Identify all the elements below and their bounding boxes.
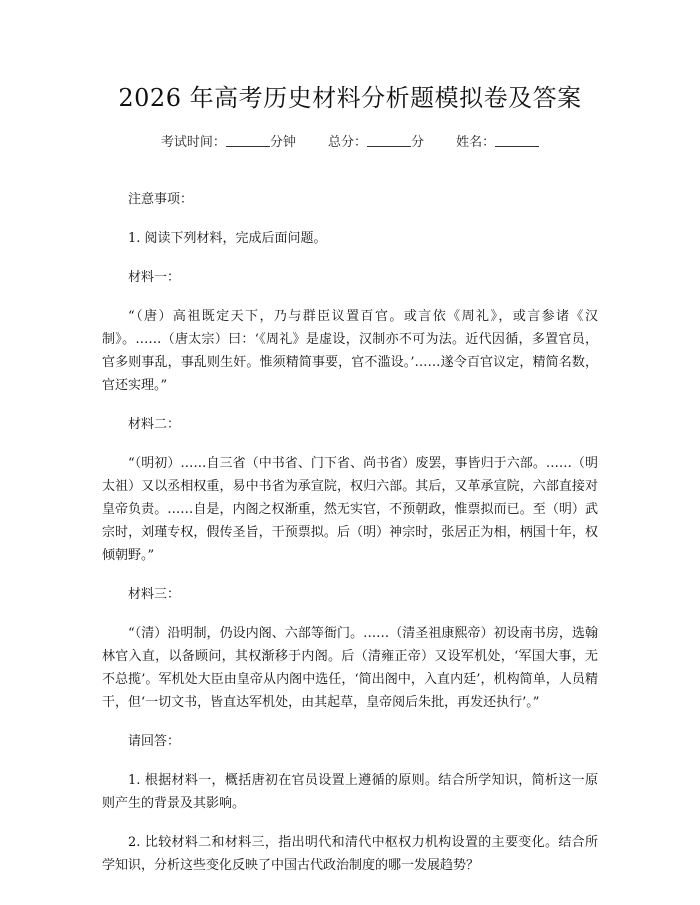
material-1-label: 材料一： [128, 270, 181, 285]
score-blank [367, 134, 411, 147]
exam-time [161, 131, 296, 150]
time-blank [226, 134, 270, 147]
page-title: 2026 年高考历史材料分析题模拟卷及答案 [118, 84, 582, 112]
material-1-text: “（唐）高祖既定天下，乃与群臣议置百官。或言依《周礼》，或言参诸《汉制》。……（唐太宗）曰：‘《周礼》是虚设，汉制亦不可为法。近代因循，多置官员，官多则事乱，事乱则生奸。惟须精简事要，官不滥设。’……遂令百官议定，精简名数，官还实理。” [102, 309, 598, 393]
material-2-text: “（明初）……自三省（中书省、门下省、尚书省）废罢，事皆归于六部。……（明太祖）又以丞相权重，易中书省为承宣院，权归六部。其后，又革承宣院，六部直接对皇帝负责。……自是，内阁之权渐重，然无实官，不预朝政，惟票拟而已。至（明）武宗时，刘瑾专权，假传圣旨，干预票拟。后（明）神宗时，张居正为相，柄国十年，权倾朝野。” [102, 456, 598, 563]
notice-heading: 注意事项： [128, 192, 194, 207]
material-3-label: 材料三： [128, 587, 181, 602]
material-3-text: “（清）沿明制，仍设内阁、六部等衙门。……（清圣祖康熙帝）初设南书房，选翰林官入直，以备顾问，其权渐移于内阁。后（清雍正帝）又设军机处，‘军国大事，无不总揽’。军机处大臣由皇帝从内阁中选任，‘简出阁中，入直内廷’，机构简单，人员精干，但‘一切文书，皆直达军机处，由其起草，皇帝阅后朱批，再发还执行’。” [102, 626, 598, 710]
answer-heading: 请回答： [128, 734, 181, 749]
time-unit: 分钟 [269, 135, 296, 150]
question-1: 1. 根据材料一，概括唐初在官员设置上遵循的原则。结合所学知识，简析这一原则产生的背景及其影响。 [102, 773, 598, 811]
name-blank [495, 134, 539, 147]
exam-meta [0, 131, 700, 150]
time-label: 考试时间： [160, 135, 226, 150]
student-name [456, 131, 539, 150]
exam-body [102, 188, 598, 893]
score-unit: 分 [411, 135, 425, 150]
question-2: 2. 比较材料二和材料三，指出明代和清代中枢权力机构设置的主要变化。结合所学知识，分析这些变化反映了中国古代政治制度的哪一发展趋势？ [102, 835, 598, 873]
score-label: 总分： [327, 135, 367, 150]
material-2-label: 材料二： [128, 417, 181, 432]
name-label: 姓名： [456, 135, 496, 150]
total-score [328, 131, 424, 150]
instruction: 1. 阅读下列材料，完成后面问题。 [128, 231, 327, 246]
